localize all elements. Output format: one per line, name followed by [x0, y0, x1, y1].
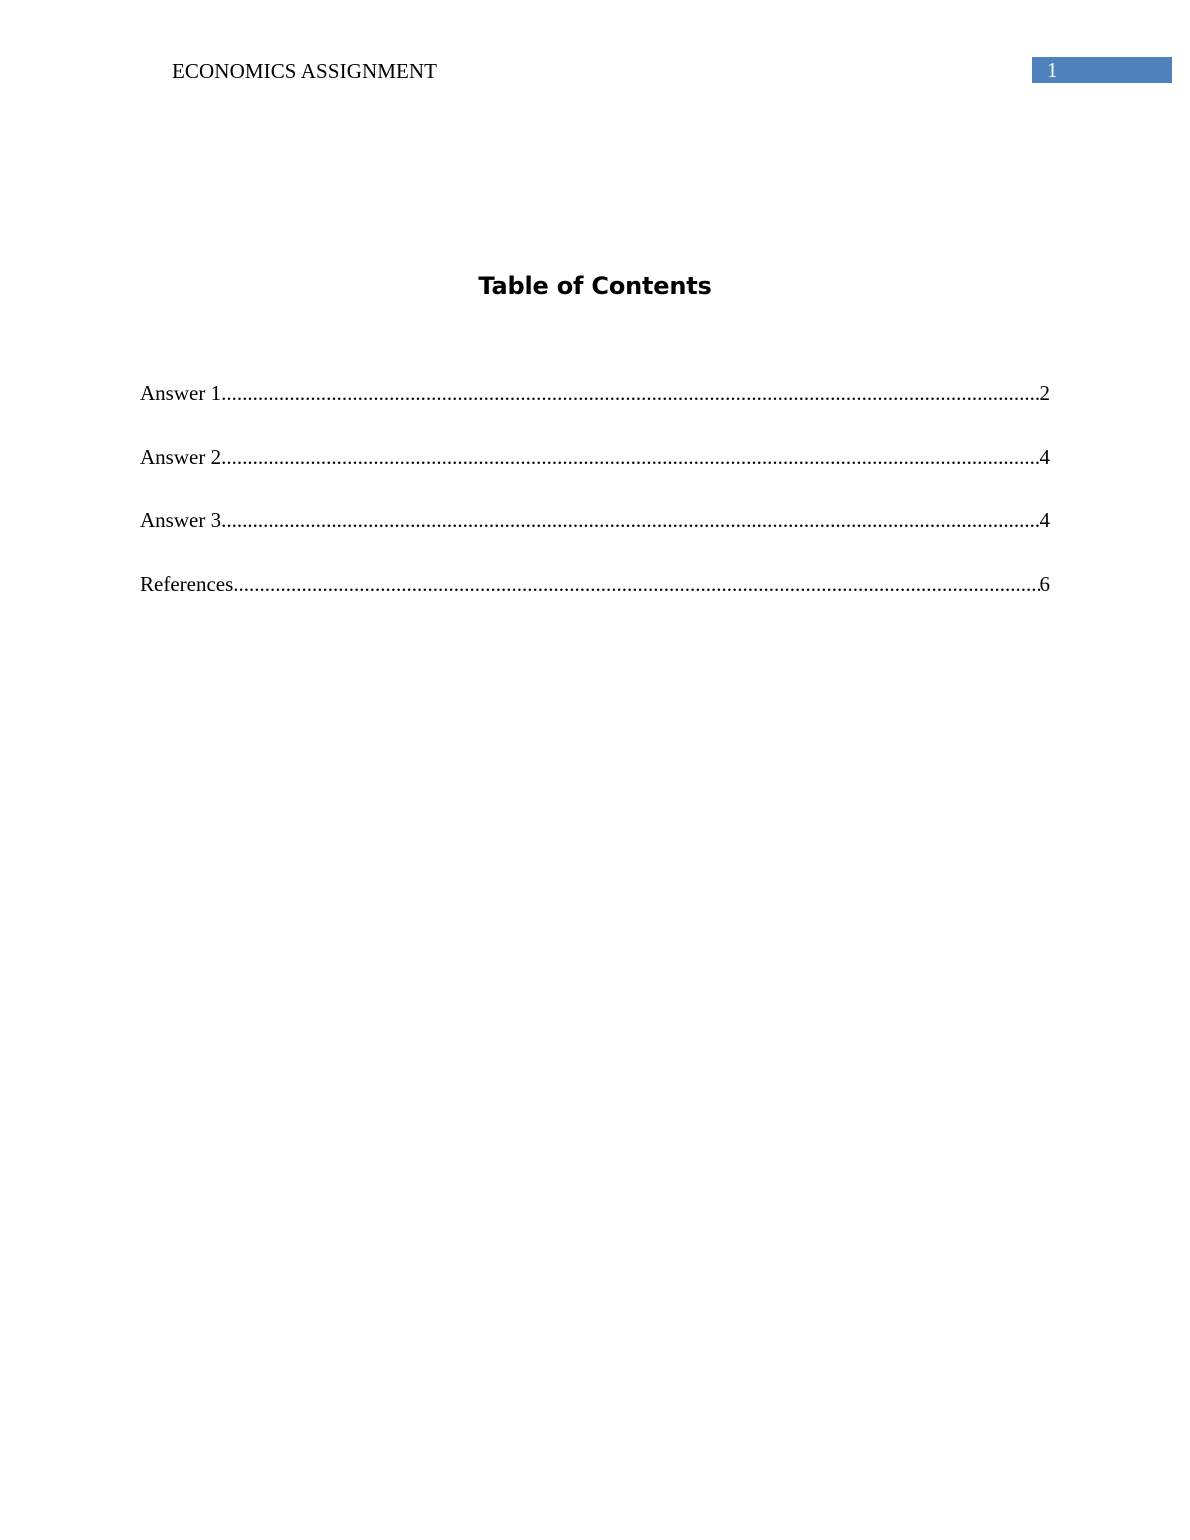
toc-title: Table of Contents [478, 272, 712, 300]
toc-dot-leader [233, 569, 1039, 599]
toc-dot-leader [221, 442, 1039, 472]
toc-entry-answer-1[interactable] [140, 378, 1050, 442]
toc-dot-leader [221, 378, 1039, 408]
header-title: ECONOMICS ASSIGNMENT [172, 59, 438, 83]
toc-list [140, 378, 1050, 632]
page-number-box [1032, 57, 1172, 83]
toc-entry-answer-3[interactable] [140, 505, 1050, 569]
page-number: 1 [1047, 58, 1058, 82]
toc-entry-label: Answer 2 [140, 444, 222, 469]
toc-dot-leader [221, 505, 1039, 535]
toc-entry-label: Answer 1 [140, 381, 222, 405]
toc-entry-page: 4 [1039, 444, 1050, 469]
toc-entry-answer-2[interactable] [140, 442, 1050, 506]
toc-entry-page: 2 [1039, 381, 1050, 405]
toc-entry-page: 6 [1039, 571, 1050, 596]
toc-entry-page: 4 [1039, 508, 1050, 532]
toc-entry-label: Answer 3 [140, 508, 222, 532]
toc-entry-label: References [140, 571, 234, 596]
toc-entry-references[interactable] [140, 569, 1050, 633]
